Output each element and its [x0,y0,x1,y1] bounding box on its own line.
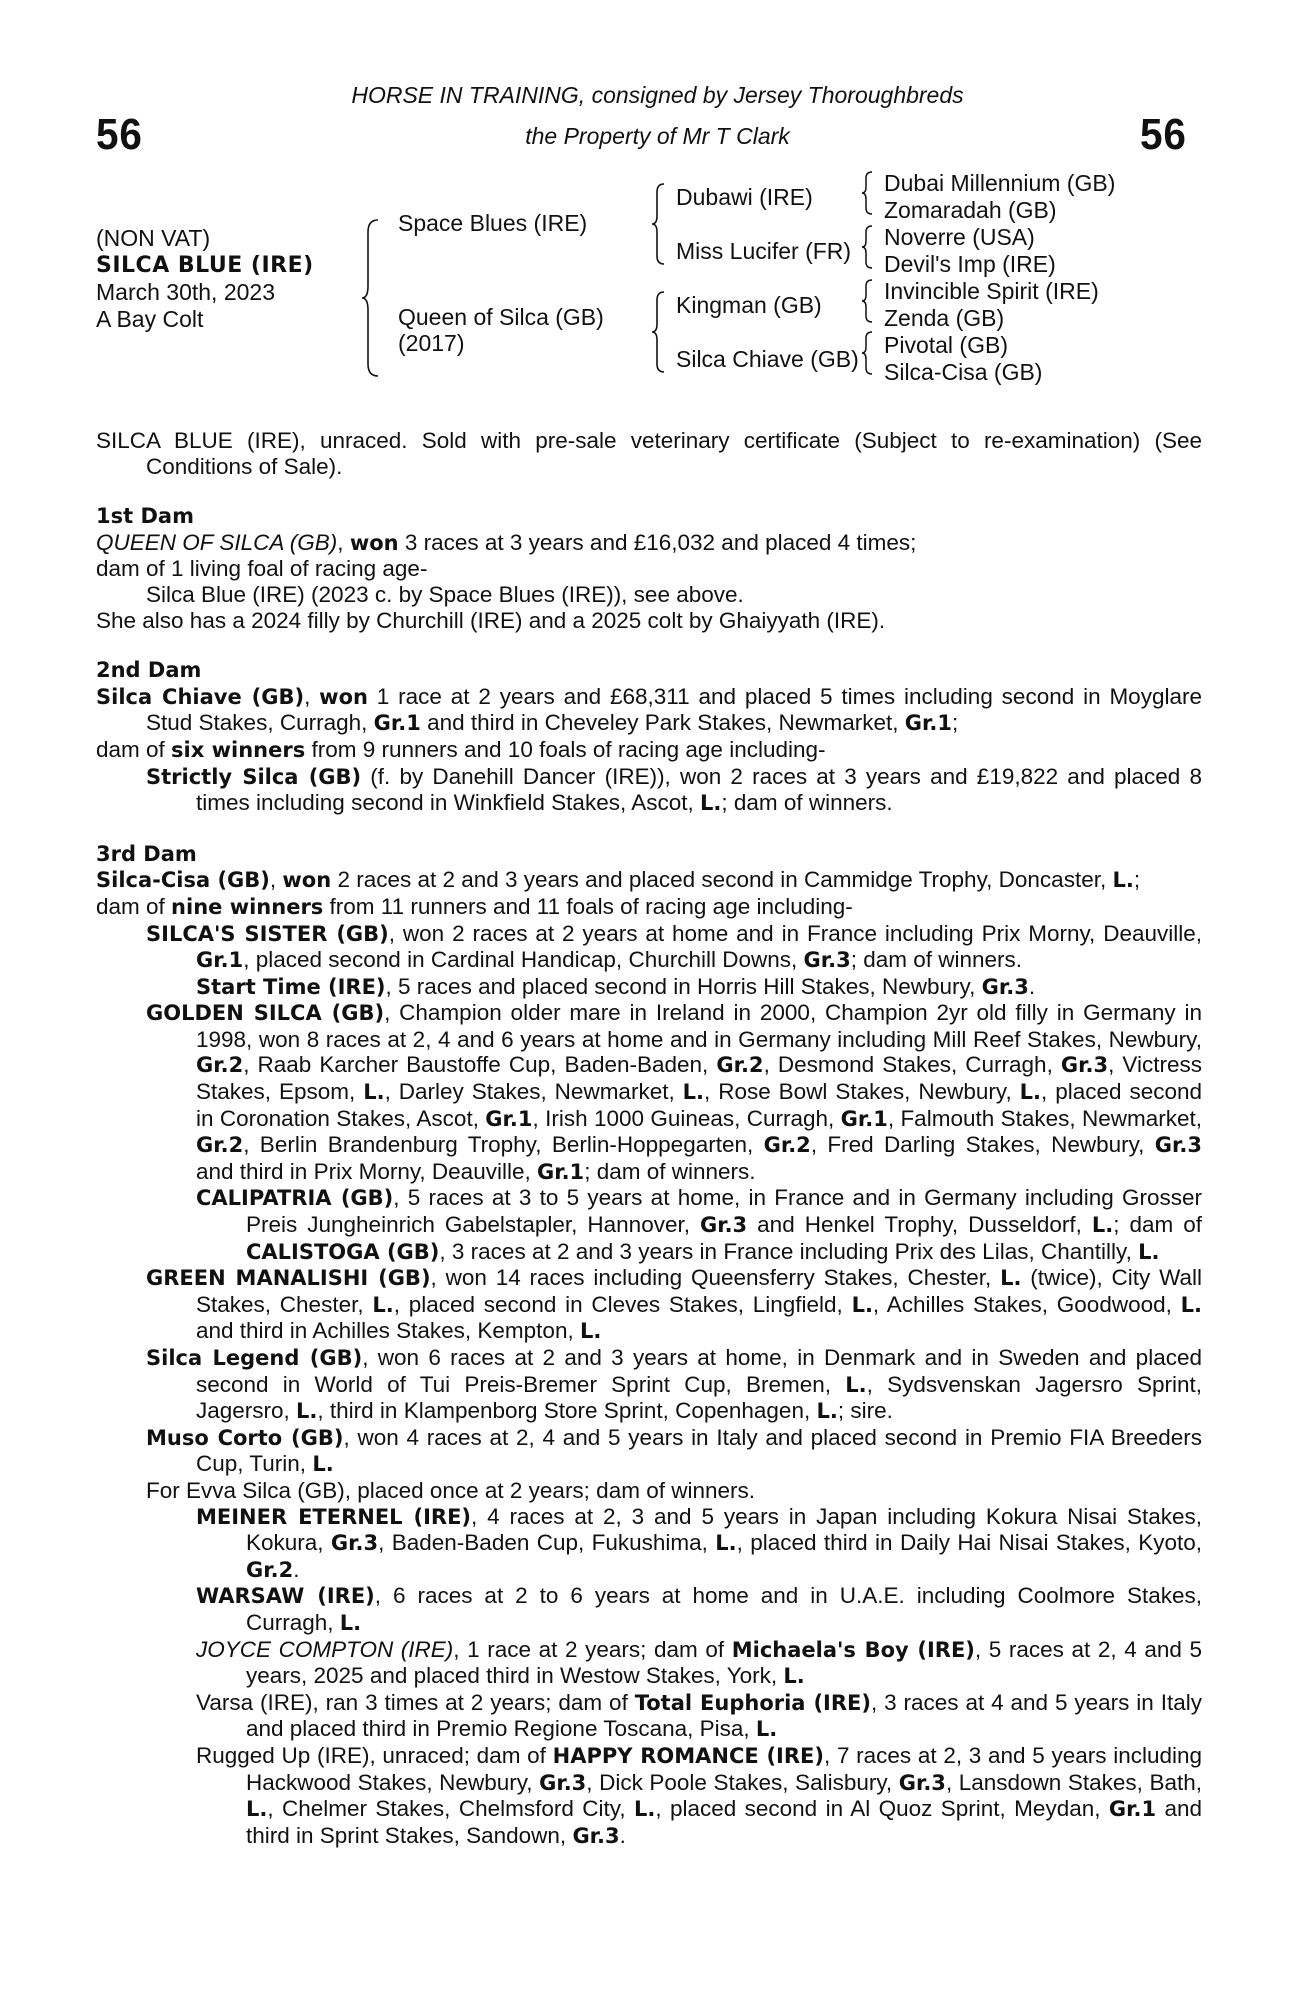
catalogue-paragraph [96,608,1202,634]
text: , [269,867,283,893]
text: , 3 races at 2 and 3 years in France including Prix des Lilas, Chantilly, [439,1238,1139,1264]
pedigree-sire-dam: Miss Lucifer (FR) [676,238,852,264]
bold-text: Gr.3 [898,1770,946,1795]
bold-text: L. [633,1797,656,1822]
bold-text: won [349,530,399,555]
catalogue-paragraph [96,921,1202,974]
text: , 3 races at 4 and 5 years in Italy and placed third in Premio Regione Toscana, Pisa, [246,1689,1202,1742]
catalogue-paragraph [96,1265,1202,1345]
pedigree-g3-2: Zomaradah (GB) [884,197,1057,223]
consignment-title: HORSE IN TRAINING, consigned by Jersey Thoroughbreds [351,82,964,108]
bold-text: Gr.2 [196,1133,244,1158]
bold-text: L. [1091,1213,1114,1238]
pedigree-brace-g3-1 [860,170,878,216]
pedigree-brace-dam [650,290,670,374]
text: Varsa (IRE), ran 3 times at 2 years; dam of [196,1689,635,1715]
text: , won 2 races at 2 years at home and in France including Prix Morny, Deauville, [388,920,1202,946]
bold-text: HAPPY ROMANCE (IRE) [552,1743,824,1768]
bold-text: Gr.3 [1060,1053,1109,1078]
bold-text: L. [312,1452,334,1477]
text: , Falmouth Stakes, Newmarket, [887,1105,1202,1131]
catalogue-paragraph [96,1583,1202,1636]
text: ; [952,710,959,736]
text: , Chelmer Stakes, Chelmsford City, [267,1796,634,1822]
pedigree-dam-sire: Kingman (GB) [676,292,822,318]
bold-text: L. [700,791,722,816]
text: , Berlin Brandenburg Trophy, Berlin-Hoppegarten, [243,1132,764,1158]
bold-text: Gr.2 [196,1053,244,1078]
text: SILCA BLUE (IRE), unraced. Sold with pre-sale veterinary certificate (Subject to re-examination) (See Conditions of Sale). [96,428,1202,479]
catalogue-paragraph [96,1000,1202,1185]
catalogue-paragraph [96,1690,1202,1743]
bold-text: nine winners [171,894,324,919]
catalogue-paragraph [96,737,1202,764]
bold-text: CALISTOGA (GB) [246,1239,440,1264]
catalogue-paragraph [96,867,1202,894]
pedigree-sire-sire: Dubawi (IRE) [676,184,813,210]
text: , Raab Karcher Baustoffe Cup, Baden-Baden, [243,1052,717,1078]
text: , [304,683,320,709]
text: and third in Achilles Stakes, Kempton, [196,1318,580,1344]
text: , Fred Darling Stakes, Newbury, [810,1132,1155,1158]
section-heading [96,504,1202,530]
pedigree-brace-main [360,218,384,378]
pedigree-dam: Queen of Silca (GB) [398,304,604,330]
bold-text: L. [1019,1080,1042,1105]
pedigree-g3-7: Pivotal (GB) [884,332,1008,358]
bold-text: Silca-Cisa (GB) [96,868,270,893]
text: , Baden-Baden Cup, Fukushima, [378,1530,716,1556]
bold-text: Gr.1 [196,948,244,973]
text: , third in Klampenborg Store Sprint, Copenhagen, [317,1398,817,1424]
text: , Achilles Stakes, Goodwood, [872,1291,1181,1317]
bold-text: SILCA'S SISTER (GB) [146,921,389,946]
bold-text: L. [851,1292,873,1317]
text: , 5 races at 3 to 5 years at home, in France and in Germany including Grosser Preis Jungheinrich Gabelstapler, Hannover, [246,1185,1202,1238]
bold-text: Gr.1 [840,1106,888,1131]
bold-text: Strictly Silca (GB) [146,764,362,789]
bold-text: Gr.3 [1154,1133,1202,1158]
bold-text: Silca Chiave (GB) [96,684,305,709]
text: , Victress Stakes, Epsom, [196,1052,1202,1105]
bold-text: Gr.3 [803,948,851,973]
bold-text: L. [715,1531,737,1556]
bold-text: L. [783,1664,805,1689]
text: , won 4 races at 2, 4 and 5 years in Italy and placed second in Premio FIA Breeders Cup, Turin, [196,1424,1202,1477]
bold-text: Gr.3 [572,1823,620,1848]
text: , 4 races at 2, 3 and 5 years in Japan including Kokura Nisai Stakes, Kokura, [246,1503,1202,1556]
catalogue-paragraph [96,582,1202,608]
text: , Dick Poole Stakes, Salisbury, [586,1769,899,1795]
bold-text: 1st Dam [96,504,194,529]
text: For Evva Silca (GB), placed once at 2 years; dam of winners. [146,1477,756,1503]
pedigree-dam-year: (2017) [398,330,465,356]
text: . [293,1556,300,1582]
pedigree-dam-dam: Silca Chiave (GB) [676,346,859,372]
bold-text: Gr.3 [981,974,1029,999]
text: (f. by Danehill Dancer (IRE)), won 2 races at 3 years and £19,822 and placed 8 times including second in Winkfield Stakes, Ascot, [196,763,1203,816]
catalogue-paragraph [96,1637,1202,1690]
bold-text: L. [339,1610,362,1635]
text: , Darley Stakes, Newmarket, [384,1079,683,1105]
bold-text: Gr.2 [716,1053,764,1078]
bold-text: 3rd Dam [96,841,197,866]
bold-text: L. [579,1319,602,1344]
catalogue-paragraph [96,1504,1202,1584]
spacer [96,479,1202,504]
text: , Irish 1000 Guineas, Curragh, [532,1105,841,1131]
text: , Champion older mare in Ireland in 2000, Champion 2yr old filly in Germany in 1998, won 8 races at 2, 4 and 6 years at home and in Germany including Mill Reef Stakes, Newbury, [196,1000,1202,1052]
pedigree-g3-1: Dubai Millennium (GB) [884,170,1116,196]
text: from 9 runners and 10 foals of racing age including- [305,736,826,762]
bold-text: L. [363,1080,385,1105]
catalogue-paragraph [96,894,1202,921]
bold-text: L. [755,1717,778,1742]
section-heading [96,842,1202,868]
horse-summary [96,225,314,333]
text: , 6 races at 2 to 6 years at home and in U.A.E. including Coolmore Stakes, Curragh, [246,1583,1202,1635]
pedigree-g3-5: Invincible Spirit (IRE) [884,278,1099,304]
bold-text: six winners [171,737,306,762]
bold-text: CALIPATRIA (GB) [196,1186,394,1211]
catalogue-paragraph [96,428,1202,479]
bold-text: Michaela's Boy (IRE) [731,1637,975,1662]
foaling-date: March 30th, 2023 [96,279,276,305]
text: She also has a 2024 filly by Churchill (IRE) and a 2025 colt by Ghaiyyath (IRE). [96,607,886,633]
bold-text: 2nd Dam [96,658,202,683]
horse-name: SILCA BLUE (IRE) [96,253,314,278]
bold-text: Gr.1 [536,1159,585,1184]
text: . [619,1822,626,1848]
catalogue-paragraph [96,764,1202,817]
italic-text: JOYCE COMPTON (IRE) [196,1636,454,1662]
text: 1 race at 2 years and £68,311 and placed 5 times including second in Moyglare Stud Stakes, Curragh, [146,683,1202,736]
catalogue-paragraph [96,1743,1202,1849]
bold-text: L. [1180,1292,1202,1317]
bold-text: Gr.3 [699,1213,748,1238]
text: , 1 race at 2 years; dam of [453,1636,732,1662]
bold-text: Silca Legend (GB) [146,1346,363,1370]
text: (twice), City Wall Stakes, Chester, [196,1265,1203,1317]
text: , Rose Bowl Stakes, Newbury, [704,1079,1020,1105]
text: , placed second in Cardinal Handicap, Churchill Downs, [243,947,804,973]
bold-text: L. [1000,1266,1022,1291]
pedigree-brace-g3-3 [860,278,878,324]
bold-text: L. [1138,1239,1160,1264]
text: from 11 runners and 11 foals of racing age including- [323,893,853,919]
section-heading [96,658,1202,684]
text: ; dam of winners. [850,947,1023,973]
catalogue-paragraph [96,974,1202,1001]
bold-text: L. [296,1399,318,1424]
pedigree-g3-3: Noverre (USA) [884,224,1035,250]
text: , placed second in Cleves Stakes, Lingfield, [393,1291,852,1317]
bold-text: MEINER ETERNEL (IRE) [196,1504,472,1529]
catalogue-paragraph [96,684,1202,737]
bold-text: Total Euphoria (IRE) [634,1690,871,1715]
bold-text: WARSAW (IRE) [196,1584,375,1609]
text: ; [1133,867,1141,893]
text: and Henkel Trophy, Dusseldorf, [747,1212,1092,1238]
bold-text: won [319,684,368,709]
text: , Desmond Stakes, Curragh, [763,1052,1061,1078]
spacer [96,633,1202,658]
text: and third in Sprint Stakes, Sandown, [246,1796,1203,1848]
text: , 5 races at 2, 4 and 5 years, 2025 and placed third in Westow Stakes, York, [246,1636,1202,1689]
bold-text: L. [845,1372,867,1397]
pedigree-sire: Space Blues (IRE) [398,210,588,236]
lot-number-right: 56 [1140,110,1187,159]
bold-text: Gr.1 [485,1106,533,1131]
spacer [96,817,1202,842]
bold-text: L. [682,1080,705,1105]
bold-text: L. [372,1292,394,1317]
pedigree-brace-g3-4 [860,330,878,376]
text: , [337,529,350,555]
bold-text: Start Time (IRE) [196,974,386,999]
vat-status: (NON VAT) [96,225,211,251]
pedigree-g3-8: Silca-Cisa (GB) [884,359,1043,385]
horse-description: A Bay Colt [96,306,204,332]
text: ; dam of winners. [721,790,893,816]
bold-text: L. [246,1797,268,1822]
pedigree-g3-6: Zenda (GB) [884,305,1005,331]
bold-text: Gr.2 [246,1557,294,1582]
bold-text: Gr.2 [763,1133,811,1158]
catalogue-paragraph [96,1185,1202,1265]
pedigree-g3-4: Devil's Imp (IRE) [884,251,1056,277]
pedigree-brace-g3-2 [860,224,878,270]
lot-number-left: 56 [96,110,143,159]
text: , Lansdown Stakes, Bath, [945,1769,1202,1795]
catalogue-paragraph [96,1345,1202,1425]
text: . [1028,973,1036,999]
text: , won 14 races including Queensferry Stakes, Chester, [430,1265,1001,1291]
text: , placed second in Al Quoz Sprint, Meydan, [655,1796,1109,1822]
bold-text: Gr.1 [1108,1797,1157,1822]
text: dam of [96,736,172,762]
text: , Sydsvenskan Jagersro Sprint, Jagersro, [196,1371,1203,1424]
text: 2 races at 2 and 3 years and placed second in Cammidge Trophy, Doncaster, [331,867,1113,893]
bold-text: won [282,868,332,893]
text: , 5 races and placed second in Horris Hill Stakes, Newbury, [385,973,982,999]
property-of: the Property of Mr T Clark [525,123,790,149]
italic-text: QUEEN OF SILCA (GB) [96,529,338,555]
text: ; sire. [837,1398,893,1424]
bold-text: Gr.1 [373,711,421,736]
text: Silca Blue (IRE) (2023 c. by Space Blues (IRE)), see above. [146,581,744,607]
bold-text: L. [1112,868,1134,893]
pedigree-brace-sire [650,182,670,266]
text: , 7 races at 2, 3 and 5 years including Hackwood Stakes, Newbury, [246,1742,1203,1795]
text: and third in Cheveley Park Stakes, Newmarket, [420,710,905,736]
bold-text: Gr.1 [904,711,952,736]
text: dam of 1 living foal of racing age- [96,556,428,582]
text: and third in Prix Morny, Deauville, [196,1158,537,1184]
bold-text: GREEN MANALISHI (GB) [146,1266,431,1291]
bold-text: Gr.3 [330,1531,379,1556]
catalogue-paragraph [96,1425,1202,1478]
text: ; dam of winners. [584,1158,756,1184]
catalogue-paragraph [96,1478,1202,1504]
bold-text: Muso Corto (GB) [146,1425,344,1450]
bold-text: L. [816,1399,838,1424]
text: dam of [96,893,172,919]
text: , placed second in Coronation Stakes, Ascot, [196,1079,1202,1131]
text: 3 races at 3 years and £16,032 and placed 4 times; [398,529,917,555]
text: Rugged Up (IRE), unraced; dam of [196,1742,553,1768]
text: , won 6 races at 2 and 3 years at home, in Denmark and in Sweden and placed second in World of Tui Preis-Bremer Sprint Cup, Bremen, [196,1345,1202,1397]
text: , placed third in Daily Hai Nisai Stakes, Kyoto, [736,1530,1203,1556]
bold-text: Gr.3 [539,1770,587,1795]
bold-text: GOLDEN SILCA (GB) [146,1001,385,1026]
catalogue-paragraph [96,556,1202,582]
catalogue-paragraph [96,530,1202,557]
catalogue-body [96,428,1202,1849]
text: ; dam of [1113,1212,1202,1238]
